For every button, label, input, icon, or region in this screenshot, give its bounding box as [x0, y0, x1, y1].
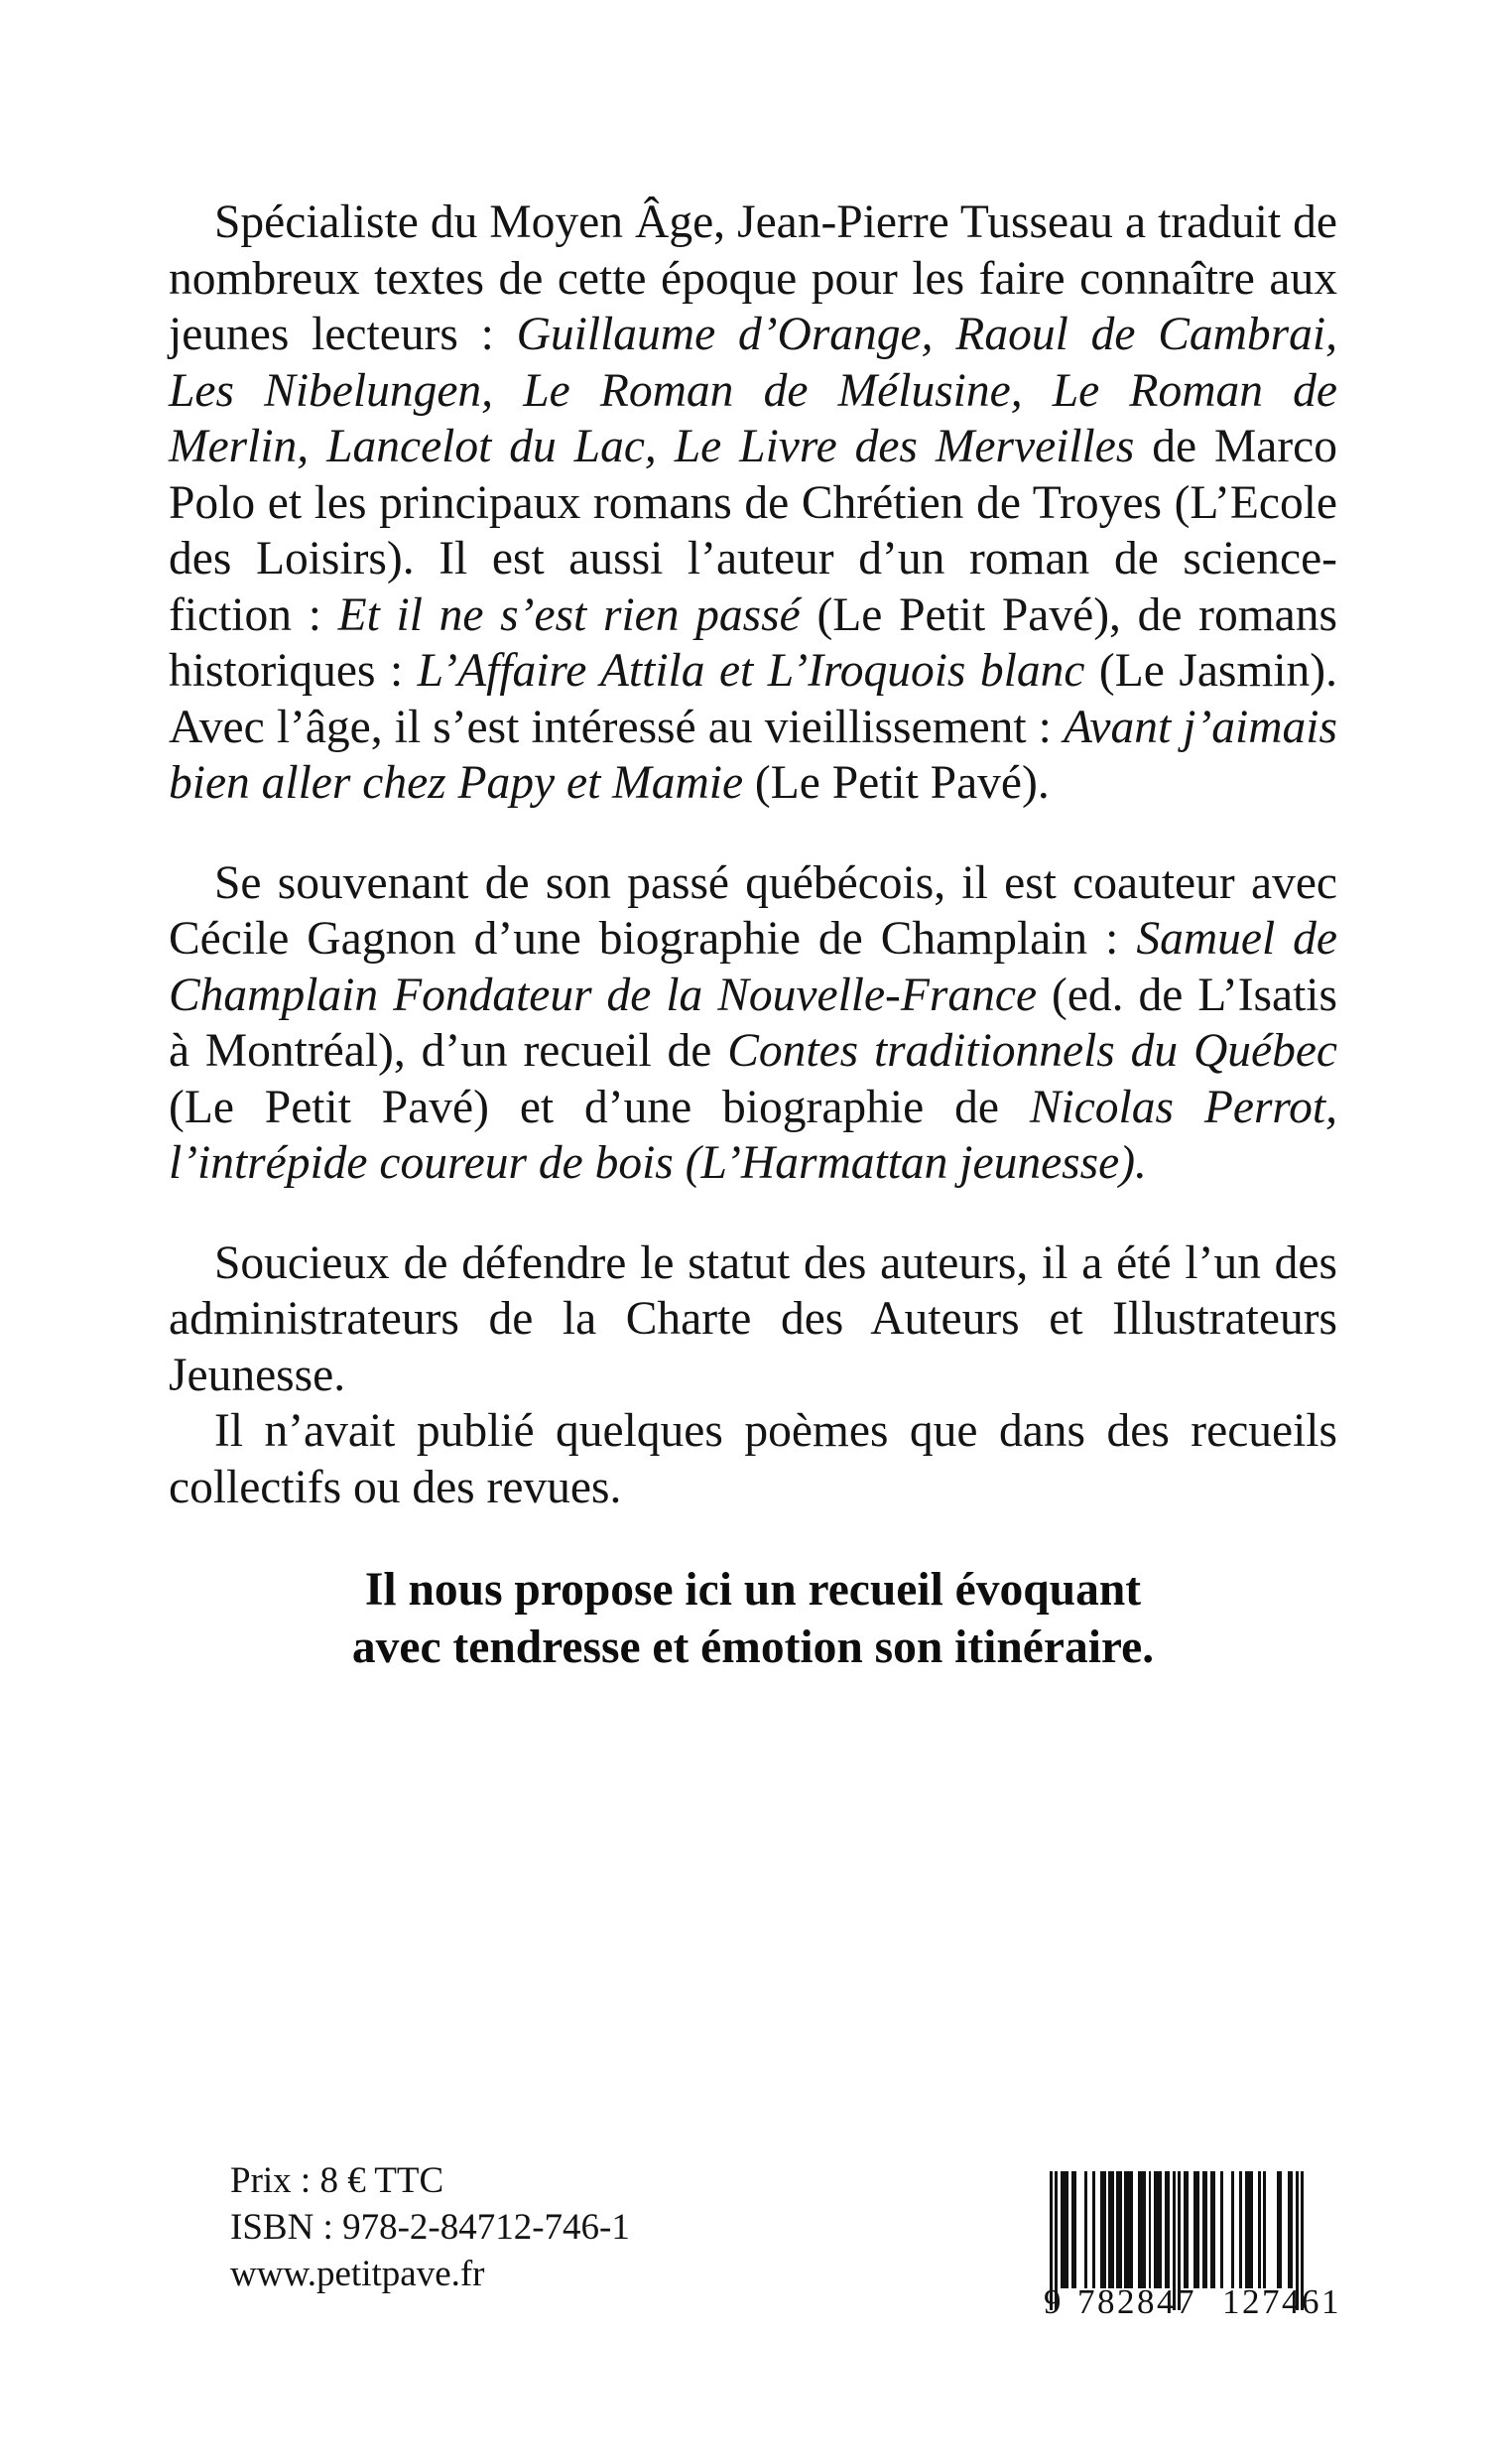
run-text: Soucieux de défendre le statut des auteurs, il a été l’un des administrateurs de la Charte des Auteurs et Illustrateurs Jeunesse.: [169, 1236, 1337, 1401]
closing-line-1: Il nous propose ici un recueil évoquant: [364, 1564, 1142, 1616]
run-text: Spécialiste du Moyen Âge, Jean-Pierre Tusseau a traduit de nombreux textes de cette époque pour les faire connaître aux jeunes lecteurs :: [169, 196, 1337, 360]
barcode-bar: [1245, 2171, 1253, 2288]
run-text: (Le Petit Pavé) et d’une biographie de: [169, 1081, 1030, 1133]
footer: [0, 2143, 1506, 2372]
blurb-content: [169, 195, 1337, 1676]
paragraph-quebec: [169, 855, 1337, 1192]
barcode-bar: [1266, 2171, 1277, 2288]
barcode-bar: [1061, 2171, 1068, 2288]
price-line: Prix : 8 € TTC: [230, 2160, 444, 2201]
run-title-italic: Guillaume d’Orange, Raoul de Cambrai, Les Nibelungen, Le Roman de Mélusine, Le Roman de Merlin, Lancelot du Lac, Le Livre des Merveilles: [169, 309, 1337, 472]
run-title-italic: Contes traditionnels du Québec: [727, 1025, 1338, 1077]
barcode-bar: [1138, 2171, 1146, 2288]
closing-line-2: avec tendresse et émotion son itinéraire.: [351, 1621, 1155, 1673]
run-title-italic: Nicolas Perrot, l’intrépide coureur de bois (L’Harmattan jeunesse).: [169, 1081, 1337, 1189]
run-text: Il n’avait publié quelques poèmes que dans des recueils collectifs ou des revues.: [169, 1405, 1337, 1513]
run-title-italic: Et il ne s’est rien passé: [337, 588, 801, 641]
run-title-italic: Samuel de Champlain Fondateur de la Nouvelle-France: [169, 913, 1337, 1021]
barcode-digits: [1044, 2282, 1341, 2322]
paragraph-poemes: [169, 1403, 1337, 1515]
closing-statement: [169, 1515, 1337, 1676]
run-text: (Le Petit Pavé), de romans historiques :: [169, 588, 1337, 697]
run-text: de Marco Polo et les principaux romans de Chrétien de Troyes (L’Ecole des Loisirs). Il est aussi l’auteur d’un roman de science-fiction :: [169, 421, 1337, 641]
barcode-group-left: 782847: [1077, 2282, 1196, 2321]
barcode-group-right: 127461: [1222, 2282, 1341, 2321]
barcode-bar: [1076, 2171, 1084, 2288]
barcode: [1020, 2143, 1341, 2352]
barcode-bar: [1124, 2171, 1132, 2288]
run-text: (Le Petit Pavé).: [743, 757, 1050, 809]
barcode-bars: [1050, 2171, 1304, 2288]
run-text: Se souvenant de son passé québécois, il est coauteur avec Cécile Gagnon d’une biographie de Champlain :: [169, 856, 1337, 965]
isbn-line: ISBN : 978-2-84712-746-1: [230, 2207, 630, 2248]
barcode-bar: [1154, 2171, 1162, 2288]
run-title-italic: Avant j’aimais bien aller chez Papy et Mamie: [169, 701, 1337, 809]
paragraph-author-works: [169, 195, 1337, 812]
barcode-lead-digit: 9: [1044, 2282, 1064, 2321]
footer-info-block: [230, 2157, 630, 2297]
run-text: (ed. de L’Isatis à Montréal), d’un recueil de: [169, 969, 1337, 1077]
barcode-bar: [1223, 2171, 1231, 2288]
paragraph-statut: [169, 1235, 1337, 1404]
run-title-italic: L’Affaire Attila et L’Iroquois blanc: [417, 645, 1085, 697]
run-text: (Le Jasmin). Avec l’âge, il s’est intéressé au vieillissement :: [169, 645, 1337, 753]
website-line[interactable]: www.petitpave.fr: [230, 2254, 485, 2294]
